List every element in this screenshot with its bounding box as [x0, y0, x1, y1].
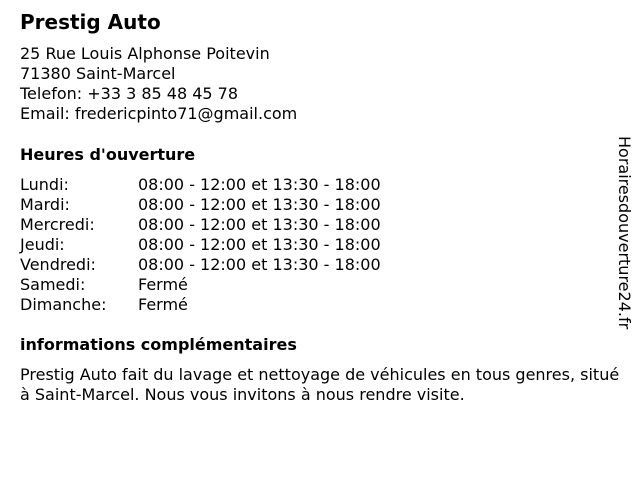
day-label: Dimanche: [20, 295, 107, 314]
day-label: Samedi: [20, 275, 86, 294]
time-value: 08:00 - 12:00 et 13:30 - 18:00 [138, 175, 381, 194]
email-address: Email: fredericpinto71@gmail.com [20, 104, 298, 123]
info-heading: informations complémentaires [20, 335, 297, 354]
address-street: 25 Rue Louis Alphonse Poitevin [20, 44, 270, 63]
day-label: Mardi: [20, 195, 70, 214]
time-value: 08:00 - 12:00 et 13:30 - 18:00 [138, 235, 381, 254]
time-value: Fermé [138, 295, 188, 314]
hours-row-wednesday [20, 215, 381, 235]
time-value: 08:00 - 12:00 et 13:30 - 18:00 [138, 255, 381, 274]
hours-row-sunday [20, 295, 381, 315]
time-value: Fermé [138, 275, 188, 294]
time-value: 08:00 - 12:00 et 13:30 - 18:00 [138, 195, 381, 214]
day-label: Mercredi: [20, 215, 95, 234]
time-value: 08:00 - 12:00 et 13:30 - 18:00 [138, 215, 381, 234]
info-paragraph: Prestig Auto fait du lavage et nettoyage de véhicules en tous genres, situé à Saint-Marcel. Nous vous invitons à nous rendre visite. [20, 365, 620, 404]
hours-heading: Heures d'ouverture [20, 145, 196, 164]
day-label: Vendredi: [20, 255, 96, 274]
hours-row-saturday [20, 275, 381, 295]
business-name: Prestig Auto [20, 10, 161, 34]
hours-row-monday [20, 175, 381, 195]
contact-block [20, 44, 297, 124]
day-label: Jeudi: [20, 235, 65, 254]
opening-hours-table [20, 175, 381, 315]
hours-row-friday [20, 255, 381, 275]
phone-number: Telefon: +33 3 85 48 45 78 [20, 84, 239, 103]
day-label: Lundi: [20, 175, 69, 194]
hours-row-thursday [20, 235, 381, 255]
site-watermark: Horairesdouverture24.fr [615, 136, 634, 330]
address-city: 71380 Saint-Marcel [20, 64, 176, 83]
hours-row-tuesday [20, 195, 381, 215]
